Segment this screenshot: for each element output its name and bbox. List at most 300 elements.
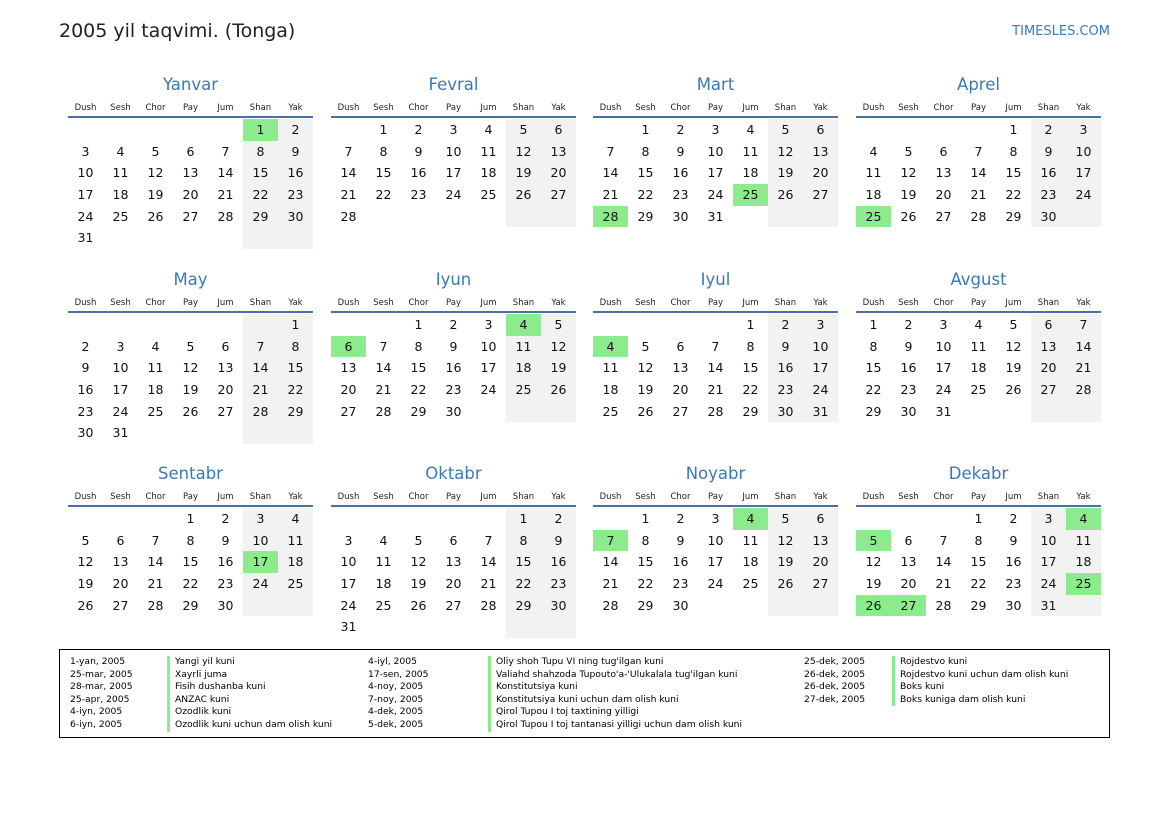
day-cell[interactable]: 16	[77, 382, 94, 398]
day-cell[interactable]: 29	[1005, 208, 1022, 224]
day-cell[interactable]: 7	[344, 143, 353, 159]
day-cell[interactable]: 23	[768, 379, 803, 401]
day-cell[interactable]: 5	[541, 314, 576, 336]
holiday-day-cell[interactable]: 7	[593, 530, 628, 552]
day-cell[interactable]: 24	[935, 382, 952, 398]
day-cell[interactable]: 6	[803, 508, 838, 530]
day-cell[interactable]: 10	[1066, 141, 1101, 163]
day-cell[interactable]: 9	[904, 338, 913, 354]
day-cell[interactable]: 3	[449, 122, 458, 137]
day-cell[interactable]: 29	[970, 597, 987, 613]
day-cell[interactable]: 27	[541, 184, 576, 206]
day-cell[interactable]: 19	[410, 576, 427, 592]
day-cell[interactable]: 30	[900, 403, 917, 419]
day-cell[interactable]: 12	[865, 554, 882, 570]
day-cell[interactable]: 27	[803, 573, 838, 595]
day-cell[interactable]: 1	[278, 314, 313, 336]
day-cell[interactable]: 13	[900, 554, 917, 570]
day-cell[interactable]: 26	[637, 403, 654, 419]
day-cell[interactable]: 21	[602, 187, 619, 203]
day-cell[interactable]: 16	[541, 551, 576, 573]
day-cell[interactable]: 20	[340, 382, 357, 398]
day-cell[interactable]: 9	[81, 360, 90, 376]
day-cell[interactable]: 6	[1031, 314, 1066, 336]
day-cell[interactable]: 5	[186, 338, 195, 354]
day-cell[interactable]: 2	[1031, 119, 1066, 141]
day-cell[interactable]: 13	[672, 360, 689, 376]
day-cell[interactable]: 9	[449, 338, 458, 354]
day-cell[interactable]: 15	[970, 554, 987, 570]
day-cell[interactable]: 7	[606, 143, 615, 159]
holiday-day-cell[interactable]: 4	[1066, 508, 1101, 530]
day-cell[interactable]: 19	[1005, 360, 1022, 376]
day-cell[interactable]: 15	[637, 165, 654, 181]
day-cell[interactable]: 14	[375, 360, 392, 376]
day-cell[interactable]: 3	[1031, 508, 1066, 530]
day-cell[interactable]: 28	[375, 403, 392, 419]
day-cell[interactable]: 25	[602, 403, 619, 419]
day-cell[interactable]: 17	[112, 382, 129, 398]
day-cell[interactable]: 20	[935, 187, 952, 203]
day-cell[interactable]: 4	[151, 338, 160, 354]
day-cell[interactable]: 12	[147, 165, 164, 181]
day-cell[interactable]: 22	[182, 576, 199, 592]
day-cell[interactable]: 3	[243, 508, 278, 530]
day-cell[interactable]: 24	[1066, 184, 1101, 206]
day-cell[interactable]: 19	[865, 576, 882, 592]
day-cell[interactable]: 11	[480, 143, 497, 159]
day-cell[interactable]: 24	[112, 403, 129, 419]
day-cell[interactable]: 5	[151, 143, 160, 159]
day-cell[interactable]: 4	[379, 532, 388, 548]
day-cell[interactable]: 18	[742, 554, 759, 570]
day-cell[interactable]: 28	[970, 208, 987, 224]
day-cell[interactable]: 30	[672, 597, 689, 613]
day-cell[interactable]: 1	[186, 511, 195, 526]
day-cell[interactable]: 19	[541, 357, 576, 379]
day-cell[interactable]: 28	[707, 403, 724, 419]
day-cell[interactable]: 22	[375, 187, 392, 203]
day-cell[interactable]: 24	[340, 597, 357, 613]
day-cell[interactable]: 18	[1066, 551, 1101, 573]
day-cell[interactable]: 1	[746, 317, 755, 332]
day-cell[interactable]: 1	[641, 122, 650, 137]
day-cell[interactable]: 29	[410, 403, 427, 419]
day-cell[interactable]: 23	[217, 576, 234, 592]
day-cell[interactable]: 21	[375, 382, 392, 398]
day-cell[interactable]: 28	[480, 597, 497, 613]
day-cell[interactable]: 11	[278, 530, 313, 552]
day-cell[interactable]: 5	[641, 338, 650, 354]
day-cell[interactable]: 1	[414, 317, 423, 332]
day-cell[interactable]: 11	[970, 338, 987, 354]
day-cell[interactable]: 12	[768, 141, 803, 163]
day-cell[interactable]: 20	[803, 162, 838, 184]
day-cell[interactable]: 12	[182, 360, 199, 376]
day-cell[interactable]: 9	[414, 143, 423, 159]
day-cell[interactable]: 18	[970, 360, 987, 376]
day-cell[interactable]: 23	[541, 573, 576, 595]
day-cell[interactable]: 1	[506, 508, 541, 530]
day-cell[interactable]: 1	[641, 511, 650, 526]
day-cell[interactable]: 21	[970, 187, 987, 203]
day-cell[interactable]: 22	[410, 382, 427, 398]
day-cell[interactable]: 30	[445, 403, 462, 419]
day-cell[interactable]: 22	[865, 382, 882, 398]
day-cell[interactable]: 25	[147, 403, 164, 419]
day-cell[interactable]: 17	[340, 576, 357, 592]
day-cell[interactable]: 20	[900, 576, 917, 592]
day-cell[interactable]: 13	[340, 360, 357, 376]
day-cell[interactable]: 10	[1031, 530, 1066, 552]
day-cell[interactable]: 31	[1031, 595, 1066, 617]
holiday-day-cell[interactable]: 5	[856, 530, 891, 552]
day-cell[interactable]: 22	[637, 576, 654, 592]
day-cell[interactable]: 20	[217, 382, 234, 398]
day-cell[interactable]: 30	[217, 597, 234, 613]
day-cell[interactable]: 11	[1066, 530, 1101, 552]
day-cell[interactable]: 2	[768, 314, 803, 336]
day-cell[interactable]: 23	[672, 187, 689, 203]
day-cell[interactable]: 15	[637, 554, 654, 570]
day-cell[interactable]: 21	[602, 576, 619, 592]
day-cell[interactable]: 29	[742, 403, 759, 419]
day-cell[interactable]: 15	[1005, 165, 1022, 181]
day-cell[interactable]: 27	[340, 403, 357, 419]
day-cell[interactable]: 24	[803, 379, 838, 401]
day-cell[interactable]: 1	[974, 511, 983, 526]
day-cell[interactable]: 4	[484, 122, 493, 137]
day-cell[interactable]: 29	[278, 401, 313, 423]
day-cell[interactable]: 20	[1031, 357, 1066, 379]
day-cell[interactable]: 8	[379, 143, 388, 159]
day-cell[interactable]: 2	[414, 122, 423, 137]
day-cell[interactable]: 6	[541, 119, 576, 141]
day-cell[interactable]: 30	[541, 595, 576, 617]
day-cell[interactable]: 19	[77, 576, 94, 592]
day-cell[interactable]: 30	[1031, 206, 1066, 228]
day-cell[interactable]: 23	[672, 576, 689, 592]
day-cell[interactable]: 3	[939, 317, 948, 332]
day-cell[interactable]: 8	[186, 532, 195, 548]
day-cell[interactable]: 3	[81, 143, 90, 159]
day-cell[interactable]: 25	[742, 576, 759, 592]
day-cell[interactable]: 27	[182, 208, 199, 224]
day-cell[interactable]: 11	[742, 532, 759, 548]
day-cell[interactable]: 12	[900, 165, 917, 181]
day-cell[interactable]: 6	[449, 532, 458, 548]
day-cell[interactable]: 16	[672, 165, 689, 181]
day-cell[interactable]: 10	[340, 554, 357, 570]
day-cell[interactable]: 4	[974, 317, 983, 332]
day-cell[interactable]: 2	[278, 119, 313, 141]
day-cell[interactable]: 16	[768, 357, 803, 379]
day-cell[interactable]: 16	[278, 162, 313, 184]
day-cell[interactable]: 30	[278, 206, 313, 228]
day-cell[interactable]: 2	[541, 508, 576, 530]
day-cell[interactable]: 9	[541, 530, 576, 552]
day-cell[interactable]: 29	[182, 597, 199, 613]
day-cell[interactable]: 30	[768, 401, 803, 423]
day-cell[interactable]: 21	[340, 187, 357, 203]
day-cell[interactable]: 9	[1031, 141, 1066, 163]
holiday-day-cell[interactable]: 1	[243, 119, 278, 141]
day-cell[interactable]: 18	[147, 382, 164, 398]
day-cell[interactable]: 14	[970, 165, 987, 181]
day-cell[interactable]: 13	[112, 554, 129, 570]
day-cell[interactable]: 20	[541, 162, 576, 184]
day-cell[interactable]: 27	[672, 403, 689, 419]
day-cell[interactable]: 27	[217, 403, 234, 419]
day-cell[interactable]: 11	[375, 554, 392, 570]
day-cell[interactable]: 15	[865, 360, 882, 376]
day-cell[interactable]: 8	[1009, 143, 1018, 159]
day-cell[interactable]: 7	[711, 338, 720, 354]
day-cell[interactable]: 2	[1009, 511, 1018, 526]
day-cell[interactable]: 27	[935, 208, 952, 224]
day-cell[interactable]: 14	[340, 165, 357, 181]
day-cell[interactable]: 22	[243, 184, 278, 206]
day-cell[interactable]: 3	[484, 317, 493, 332]
day-cell[interactable]: 23	[900, 382, 917, 398]
holiday-day-cell[interactable]: 28	[593, 206, 628, 228]
day-cell[interactable]: 28	[243, 401, 278, 423]
day-cell[interactable]: 19	[182, 382, 199, 398]
day-cell[interactable]: 11	[506, 336, 541, 358]
day-cell[interactable]: 4	[746, 122, 755, 137]
day-cell[interactable]: 27	[445, 597, 462, 613]
day-cell[interactable]: 17	[445, 165, 462, 181]
day-cell[interactable]: 10	[112, 360, 129, 376]
day-cell[interactable]: 14	[217, 165, 234, 181]
day-cell[interactable]: 23	[410, 187, 427, 203]
day-cell[interactable]: 16	[900, 360, 917, 376]
day-cell[interactable]: 26	[506, 184, 541, 206]
day-cell[interactable]: 24	[77, 208, 94, 224]
day-cell[interactable]: 14	[1066, 336, 1101, 358]
day-cell[interactable]: 10	[77, 165, 94, 181]
day-cell[interactable]: 25	[278, 573, 313, 595]
day-cell[interactable]: 21	[217, 187, 234, 203]
day-cell[interactable]: 7	[379, 338, 388, 354]
day-cell[interactable]: 19	[900, 187, 917, 203]
day-cell[interactable]: 6	[939, 143, 948, 159]
day-cell[interactable]: 26	[410, 597, 427, 613]
day-cell[interactable]: 26	[900, 208, 917, 224]
day-cell[interactable]: 4	[278, 508, 313, 530]
day-cell[interactable]: 16	[1005, 554, 1022, 570]
day-cell[interactable]: 19	[147, 187, 164, 203]
day-cell[interactable]: 19	[506, 162, 541, 184]
day-cell[interactable]: 3	[803, 314, 838, 336]
day-cell[interactable]: 9	[676, 532, 685, 548]
day-cell[interactable]: 10	[803, 336, 838, 358]
day-cell[interactable]: 9	[1009, 532, 1018, 548]
day-cell[interactable]: 7	[1066, 314, 1101, 336]
day-cell[interactable]: 26	[77, 597, 94, 613]
day-cell[interactable]: 21	[935, 576, 952, 592]
day-cell[interactable]: 6	[221, 338, 230, 354]
day-cell[interactable]: 18	[506, 357, 541, 379]
day-cell[interactable]: 21	[1066, 357, 1101, 379]
day-cell[interactable]: 10	[243, 530, 278, 552]
holiday-day-cell[interactable]: 25	[856, 206, 891, 228]
day-cell[interactable]: 30	[1005, 597, 1022, 613]
day-cell[interactable]: 23	[278, 184, 313, 206]
day-cell[interactable]: 5	[414, 532, 423, 548]
day-cell[interactable]: 8	[974, 532, 983, 548]
day-cell[interactable]: 7	[484, 532, 493, 548]
day-cell[interactable]: 25	[506, 379, 541, 401]
day-cell[interactable]: 12	[768, 530, 803, 552]
day-cell[interactable]: 9	[278, 141, 313, 163]
day-cell[interactable]: 31	[935, 403, 952, 419]
day-cell[interactable]: 23	[1005, 576, 1022, 592]
day-cell[interactable]: 8	[414, 338, 423, 354]
day-cell[interactable]: 18	[375, 576, 392, 592]
day-cell[interactable]: 17	[480, 360, 497, 376]
day-cell[interactable]: 15	[243, 162, 278, 184]
day-cell[interactable]: 29	[506, 595, 541, 617]
day-cell[interactable]: 11	[147, 360, 164, 376]
day-cell[interactable]: 11	[742, 143, 759, 159]
holiday-day-cell[interactable]: 26	[856, 595, 891, 617]
holiday-day-cell[interactable]: 17	[243, 551, 278, 573]
day-cell[interactable]: 24	[707, 187, 724, 203]
brand-link[interactable]: TIMESLES.COM	[1012, 24, 1110, 39]
holiday-day-cell[interactable]: 6	[331, 336, 366, 358]
day-cell[interactable]: 21	[707, 382, 724, 398]
day-cell[interactable]: 1	[379, 122, 388, 137]
day-cell[interactable]: 14	[602, 165, 619, 181]
day-cell[interactable]: 7	[151, 532, 160, 548]
day-cell[interactable]: 29	[637, 208, 654, 224]
day-cell[interactable]: 28	[340, 208, 357, 224]
day-cell[interactable]: 16	[410, 165, 427, 181]
day-cell[interactable]: 15	[375, 165, 392, 181]
day-cell[interactable]: 18	[112, 187, 129, 203]
day-cell[interactable]: 31	[340, 619, 357, 635]
day-cell[interactable]: 6	[676, 338, 685, 354]
day-cell[interactable]: 6	[116, 532, 125, 548]
day-cell[interactable]: 13	[182, 165, 199, 181]
day-cell[interactable]: 26	[1005, 382, 1022, 398]
day-cell[interactable]: 29	[243, 206, 278, 228]
day-cell[interactable]: 22	[637, 187, 654, 203]
day-cell[interactable]: 14	[707, 360, 724, 376]
day-cell[interactable]: 11	[865, 165, 882, 181]
day-cell[interactable]: 20	[672, 382, 689, 398]
day-cell[interactable]: 3	[116, 338, 125, 354]
day-cell[interactable]: 17	[707, 165, 724, 181]
day-cell[interactable]: 9	[221, 532, 230, 548]
day-cell[interactable]: 25	[375, 597, 392, 613]
day-cell[interactable]: 7	[221, 143, 230, 159]
holiday-day-cell[interactable]: 4	[593, 336, 628, 358]
day-cell[interactable]: 22	[970, 576, 987, 592]
day-cell[interactable]: 27	[1031, 379, 1066, 401]
day-cell[interactable]: 5	[768, 119, 803, 141]
day-cell[interactable]: 16	[1031, 162, 1066, 184]
day-cell[interactable]: 28	[935, 597, 952, 613]
day-cell[interactable]: 18	[480, 165, 497, 181]
day-cell[interactable]: 1	[869, 317, 878, 332]
day-cell[interactable]: 14	[243, 357, 278, 379]
day-cell[interactable]: 5	[506, 119, 541, 141]
day-cell[interactable]: 2	[676, 122, 685, 137]
day-cell[interactable]: 26	[541, 379, 576, 401]
day-cell[interactable]: 15	[182, 554, 199, 570]
day-cell[interactable]: 7	[974, 143, 983, 159]
day-cell[interactable]: 13	[935, 165, 952, 181]
day-cell[interactable]: 13	[803, 530, 838, 552]
day-cell[interactable]: 30	[672, 208, 689, 224]
day-cell[interactable]: 17	[1066, 162, 1101, 184]
day-cell[interactable]: 5	[904, 143, 913, 159]
day-cell[interactable]: 8	[869, 338, 878, 354]
day-cell[interactable]: 22	[278, 379, 313, 401]
day-cell[interactable]: 17	[77, 187, 94, 203]
day-cell[interactable]: 25	[970, 382, 987, 398]
day-cell[interactable]: 3	[711, 511, 720, 526]
day-cell[interactable]: 28	[217, 208, 234, 224]
day-cell[interactable]: 22	[742, 382, 759, 398]
day-cell[interactable]: 31	[112, 425, 129, 441]
day-cell[interactable]: 2	[676, 511, 685, 526]
day-cell[interactable]: 3	[1066, 119, 1101, 141]
holiday-day-cell[interactable]: 25	[733, 184, 768, 206]
day-cell[interactable]: 31	[803, 401, 838, 423]
day-cell[interactable]: 31	[77, 230, 94, 246]
day-cell[interactable]: 18	[278, 551, 313, 573]
day-cell[interactable]: 20	[112, 576, 129, 592]
day-cell[interactable]: 12	[637, 360, 654, 376]
day-cell[interactable]: 14	[147, 554, 164, 570]
day-cell[interactable]: 15	[506, 551, 541, 573]
day-cell[interactable]: 20	[182, 187, 199, 203]
day-cell[interactable]: 12	[77, 554, 94, 570]
day-cell[interactable]: 8	[243, 141, 278, 163]
day-cell[interactable]: 3	[344, 532, 353, 548]
day-cell[interactable]: 14	[602, 554, 619, 570]
day-cell[interactable]: 7	[243, 336, 278, 358]
day-cell[interactable]: 12	[1005, 338, 1022, 354]
day-cell[interactable]: 22	[1005, 187, 1022, 203]
day-cell[interactable]: 28	[147, 597, 164, 613]
day-cell[interactable]: 24	[1031, 573, 1066, 595]
day-cell[interactable]: 24	[480, 382, 497, 398]
day-cell[interactable]: 14	[935, 554, 952, 570]
day-cell[interactable]: 19	[768, 551, 803, 573]
day-cell[interactable]: 18	[602, 382, 619, 398]
day-cell[interactable]: 2	[904, 317, 913, 332]
day-cell[interactable]: 8	[641, 532, 650, 548]
day-cell[interactable]: 6	[186, 143, 195, 159]
day-cell[interactable]: 23	[77, 403, 94, 419]
holiday-day-cell[interactable]: 25	[1066, 573, 1101, 595]
day-cell[interactable]: 13	[541, 141, 576, 163]
day-cell[interactable]: 2	[221, 511, 230, 526]
day-cell[interactable]: 17	[707, 554, 724, 570]
day-cell[interactable]: 10	[707, 532, 724, 548]
day-cell[interactable]: 19	[768, 162, 803, 184]
day-cell[interactable]: 4	[116, 143, 125, 159]
day-cell[interactable]: 22	[506, 573, 541, 595]
day-cell[interactable]: 13	[803, 141, 838, 163]
day-cell[interactable]: 23	[445, 382, 462, 398]
day-cell[interactable]: 31	[707, 208, 724, 224]
day-cell[interactable]: 1	[1009, 122, 1018, 137]
